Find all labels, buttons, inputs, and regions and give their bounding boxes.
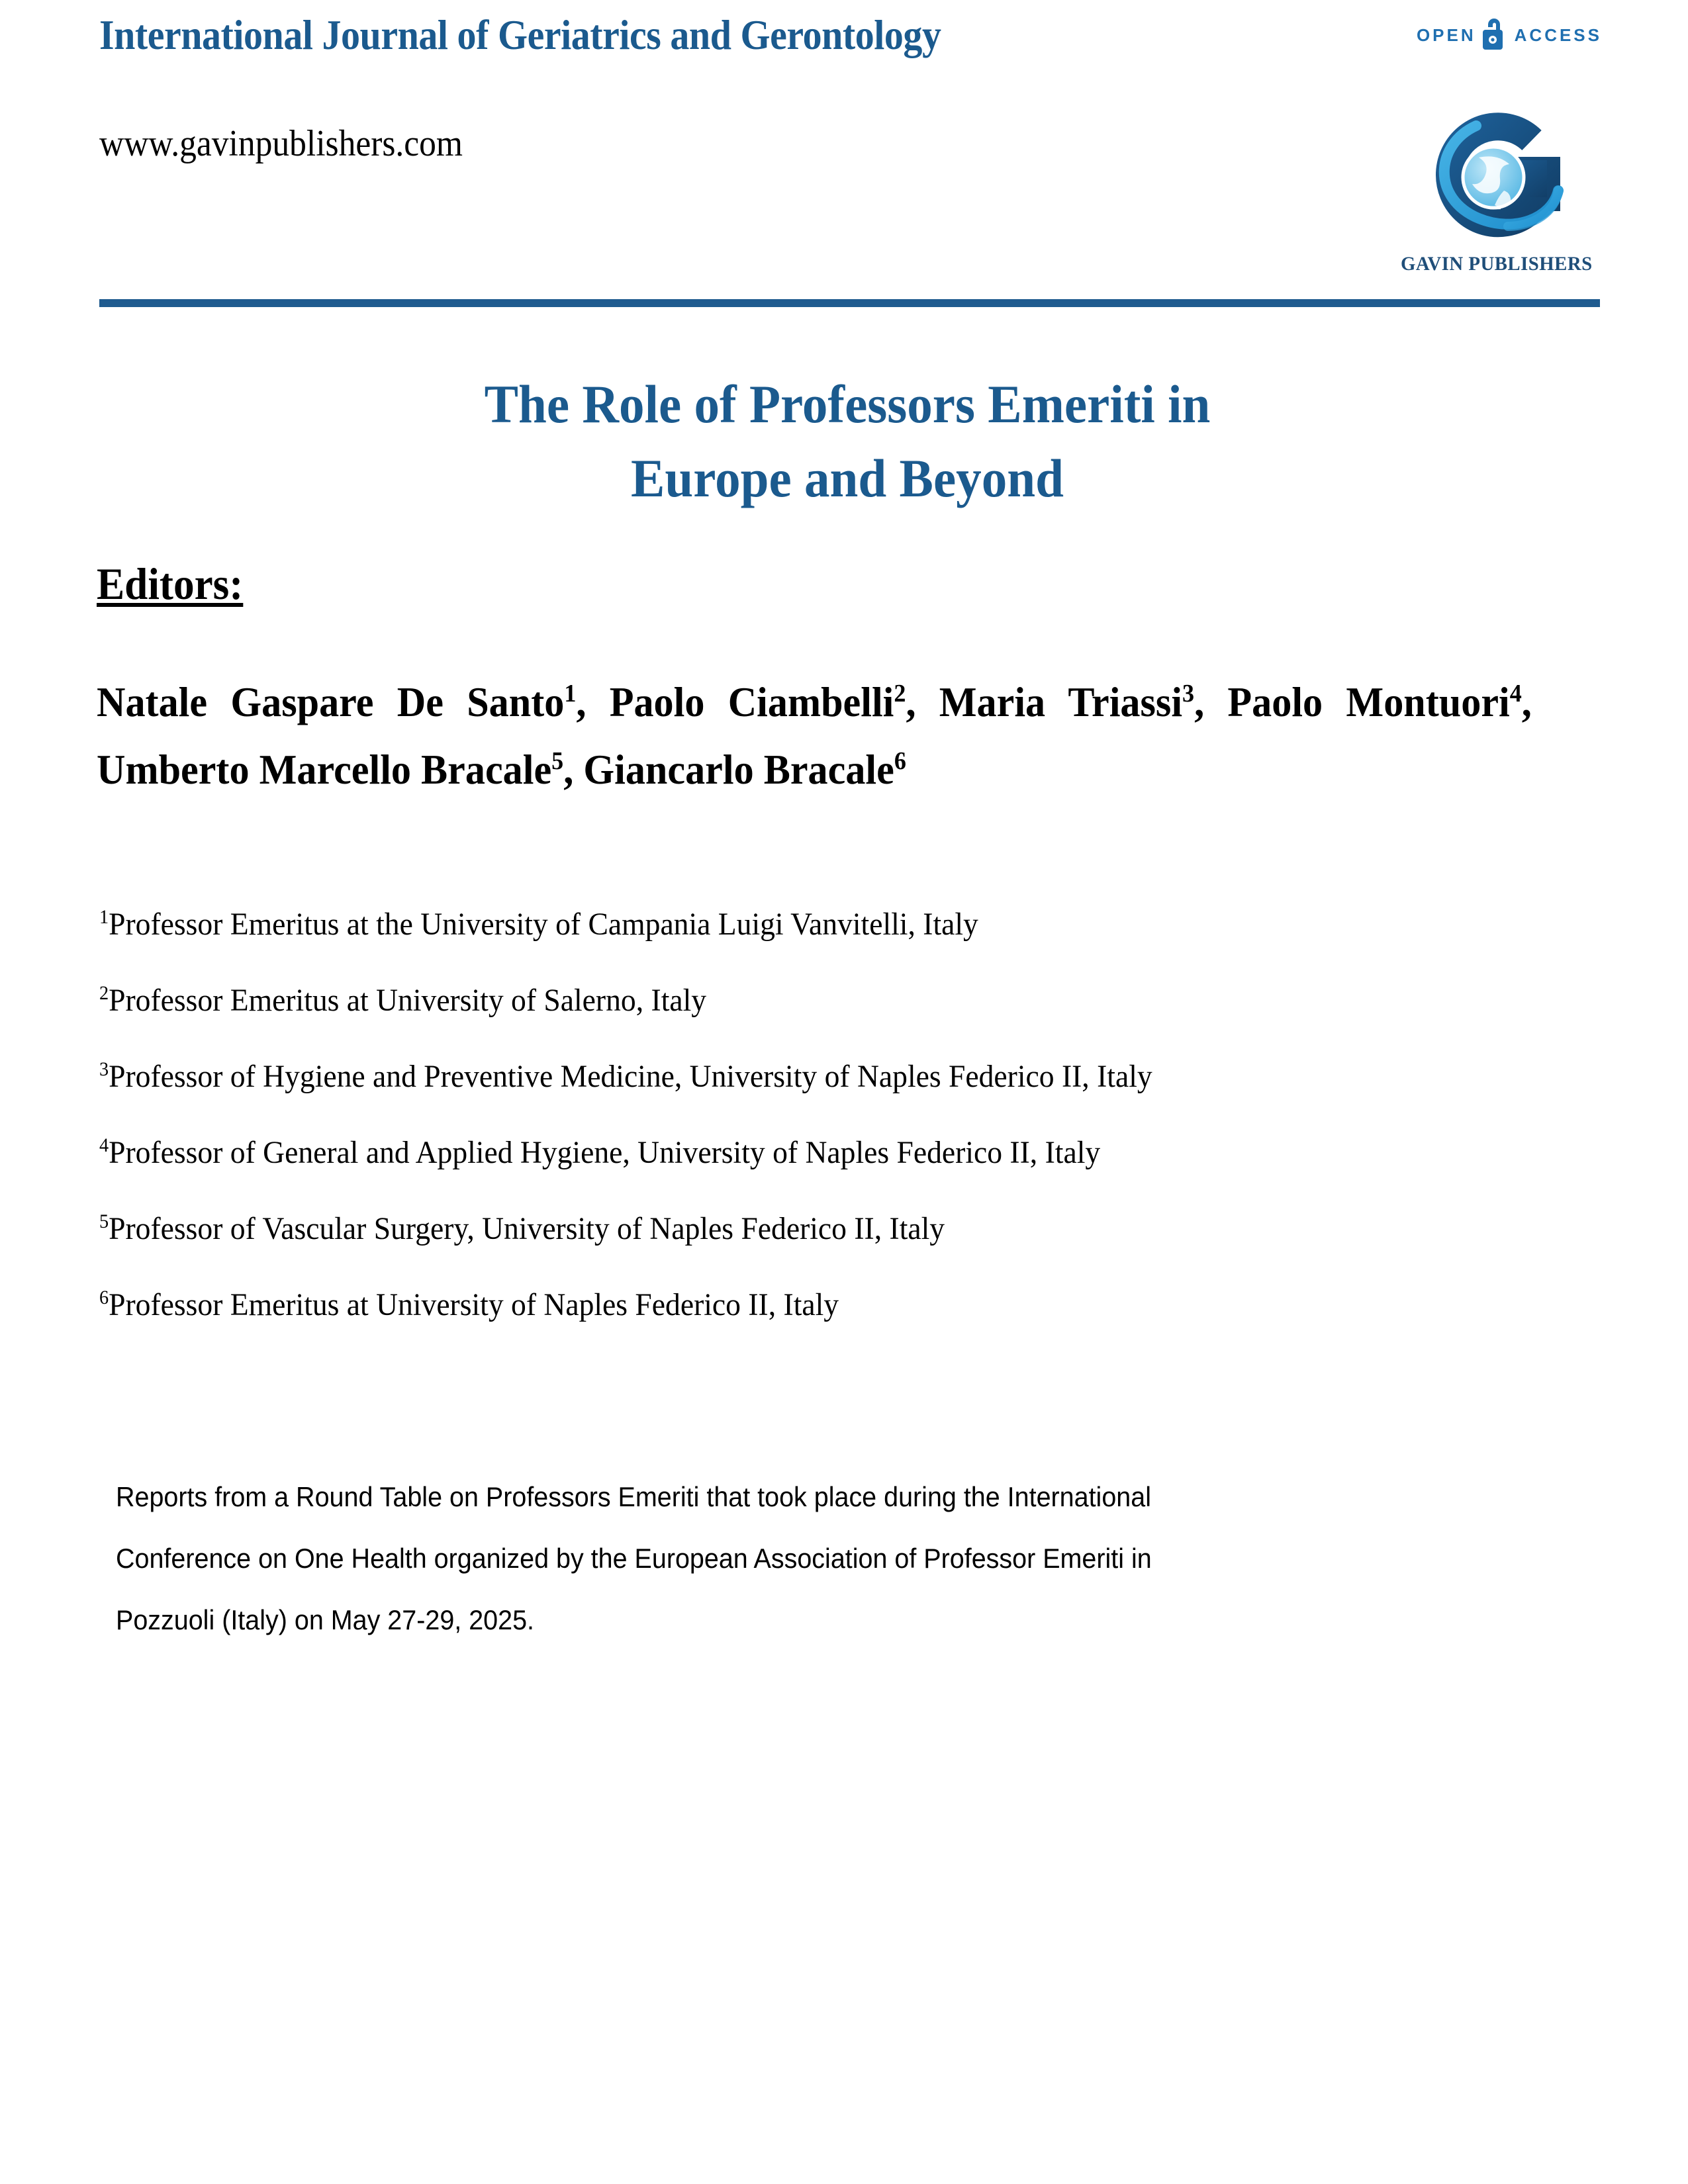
affiliation-text: Professor of General and Applied Hygiene, University of Naples Federico II, Italy — [109, 1135, 1101, 1170]
editors-heading: Editors: — [97, 559, 244, 609]
affiliation-marker: 1 — [99, 906, 109, 928]
conference-note — [116, 1466, 1410, 1651]
journal-title: International Journal of Geriatrics and Gerontology — [99, 12, 941, 58]
affiliation-text: Professor Emeritus at the University of Campania Luigi Vanvitelli, Italy — [109, 907, 978, 942]
affiliation-marker: 4 — [99, 1134, 109, 1156]
header-divider-rule — [99, 299, 1600, 307]
affiliation-marker: 6 — [99, 1287, 109, 1308]
open-access-label-open: OPEN — [1416, 25, 1476, 45]
affiliation-text: Professor Emeritus at University of Salerno, Italy — [109, 983, 707, 1018]
affiliations-list — [99, 905, 1609, 1362]
affiliation-marker: 2 — [99, 982, 109, 1004]
affiliation-item — [99, 1286, 1533, 1324]
affiliation-item — [99, 905, 1533, 944]
affiliation-item — [99, 1058, 1533, 1096]
affiliation-marker: 5 — [99, 1210, 109, 1232]
masthead — [99, 9, 1602, 69]
affiliation-item — [99, 1210, 1533, 1248]
editors-name-list: Natale Gaspare De Santo$^1$, Paolo Ciambelli$^2$, Maria Triassi$^3$, Paolo Montuori$^4$, Umberto Marcello Bracale$^5$, Giancarlo Bracale$^6$ — [97, 679, 1532, 793]
conference-note-line-2: Conference on One Health organized by the European Association of Professor Emeriti in — [116, 1543, 1152, 1574]
affiliation-text: Professor of Vascular Surgery, University of Naples Federico II, Italy — [109, 1211, 945, 1246]
publisher-website-url[interactable]: www.gavinpublishers.com — [99, 123, 463, 164]
affiliation-marker: 3 — [99, 1058, 109, 1080]
publisher-name: GAVIN PUBLISHERS — [1401, 253, 1593, 275]
affiliation-text: Professor Emeritus at University of Naples Federico II, Italy — [109, 1287, 839, 1322]
page-title-line-2: Europe and Beyond — [631, 447, 1064, 508]
open-lock-icon — [1479, 15, 1511, 55]
open-access-label-access: ACCESS — [1514, 25, 1602, 45]
affiliation-item — [99, 1134, 1533, 1172]
publisher-logo — [1397, 113, 1595, 278]
conference-note-line-1: Reports from a Round Table on Professors Emeriti that took place during the International — [116, 1481, 1151, 1512]
gavin-g-globe-icon — [1415, 113, 1581, 242]
open-access-badge — [1417, 20, 1602, 50]
conference-note-line-3: Pozzuoli (Italy) on May 27-29, 2025. — [116, 1604, 535, 1635]
affiliation-item — [99, 981, 1533, 1020]
page-title-line-1: The Role of Professors Emeriti in — [484, 373, 1211, 434]
affiliation-text: Professor of Hygiene and Preventive Medicine, University of Naples Federico II, Italy — [109, 1059, 1152, 1094]
page-title — [99, 367, 1595, 516]
